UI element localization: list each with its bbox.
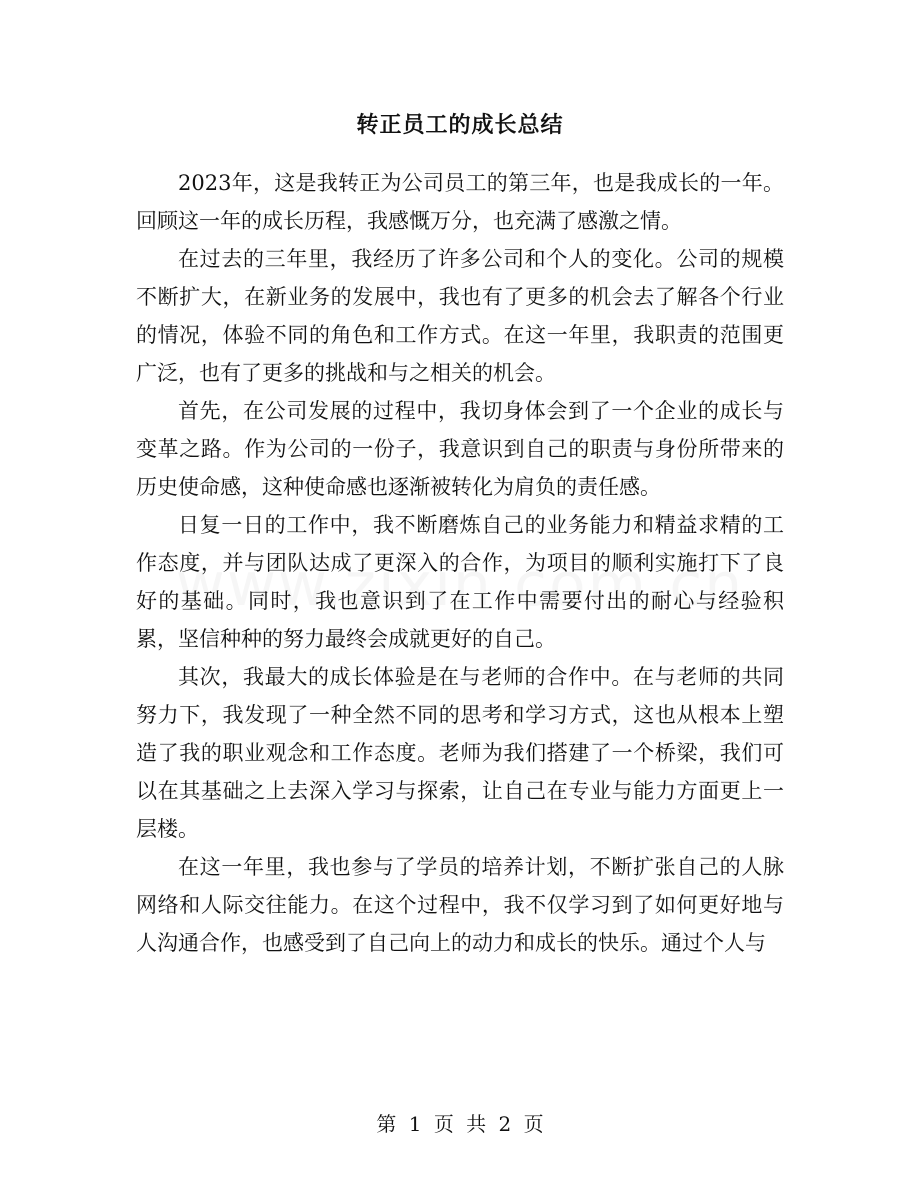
paragraph-4: 日复一日的工作中，我不断磨炼自己的业务能力和精益求精的工作态度，并与团队达成了更深入的合作，为项目的顺利实施打下了良好的基础。同时，我也意识到了在工作中需要付出的耐心与经验积累，坚信种种的努力最终会成就更好的自己。: [136, 513, 784, 651]
document-title: 转正员工的成长总结: [356, 112, 564, 138]
paragraph-5: 其次，我最大的成长体验是在与老师的合作中。在与老师的共同努力下，我发现了一种全然不同的思考和学习方式，这也从根本上塑造了我的职业观念和工作态度。老师为我们搭建了一个桥梁，我们可以在其基础之上去深入学习与探索，让自己在专业与能力方面更上一层楼。: [136, 665, 784, 841]
document-body: [136, 164, 784, 962]
paragraph-2: 在过去的三年里，我经历了许多公司和个人的变化。公司的规模不断扩大，在新业务的发展中，我也有了更多的机会去了解各个行业的情况，体验不同的角色和工作方式。在这一年里，我职责的范围更广泛，也有了更多的挑战和与之相关的机会。: [136, 247, 784, 385]
paragraph-6: 在这一年里，我也参与了学员的培养计划，不断扩张自己的人脉网络和人际交往能力。在这个过程中，我不仅学习到了如何更好地与人沟通合作，也感受到了自己向上的动力和成长的快乐。通过个人与: [136, 855, 784, 955]
paragraph-3: 首先，在公司发展的过程中，我切身体会到了一个企业的成长与变革之路。作为公司的一份子，我意识到自己的职责与身份所带来的历史使命感，这种使命感也逐渐被转化为肩负的责任感。: [136, 399, 784, 499]
page-footer: 第 1 页 共 2 页: [376, 1112, 544, 1136]
paragraph-1: 2023年，这是我转正为公司员工的第三年，也是我成长的一年。回顾这一年的成长历程，我感慨万分，也充满了感激之情。: [136, 171, 784, 233]
